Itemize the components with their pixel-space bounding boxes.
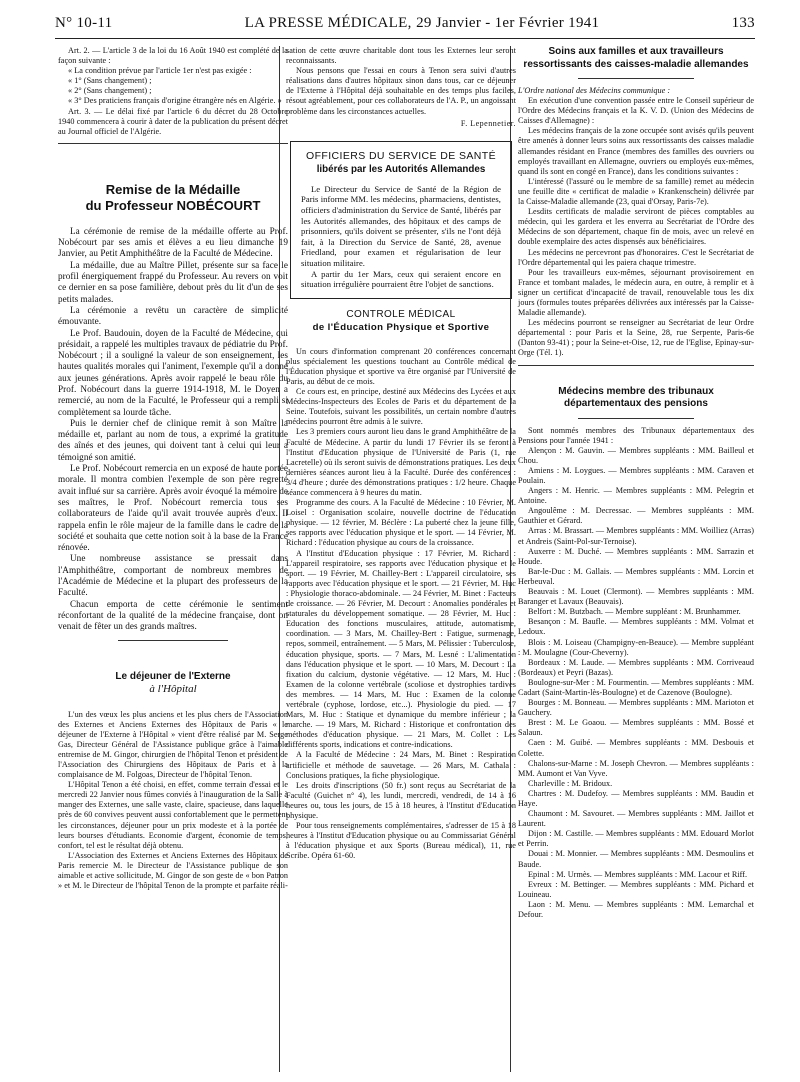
list-item: Bar-le-Duc : M. Gallais. — Membres suppléants : MM. Lorcin et Herbeuval. xyxy=(518,566,754,586)
paragraph: « 1° (Sans changement) ; xyxy=(68,76,152,86)
paragraph: Programme des cours. A la Faculté de Médecine : 10 Février, M. Loisel : Organisation scolaire, nouvelle doctrine de l'éducation physique. — 12 février, M. Béclère : La puberté chez la jeune fille, ses rapports avec l'éducation physique et le sport. — 14 Février, M. Richard : l'éducation physique au cours de la croissance. xyxy=(286,498,516,548)
list-item: Arras : M. Brassart. — Membres suppléants : MM. Woilliez (Arras) et Andreis (Saint-Pol-sur-Ternoise). xyxy=(518,526,754,546)
paragraph: Le Prof. Nobécourt remercia en un exposé de haute portée morale. Il montra combien l'exemple de son père regretté avait influé sur sa carrière. Après avoir évoqué la mémoire de ses maîtres, le Prof. Nobécourt remercia tous ses collaborateurs de l'aide qu'il avait trouvée auprès d'eux. Il rappela enfin le rôle majeur de la famille dans le cadre de la société et souhaita que cette notion soit à la base de la France rénovée. xyxy=(58,463,288,553)
paragraph: En exécution d'une convention passée entre le Conseil supérieur de l'Ordre des Médecins français et la K. V. D. (Union des Médecins de Caisses d'Allemagne) : xyxy=(518,96,754,126)
list-item: Auxerre : M. Duché. — Membres suppléants : MM. Sarrazin et Houde. xyxy=(518,546,754,566)
list-item: Angoulême : M. Decressac. — Membres suppléants : MM. Gauthier et Gérard. xyxy=(518,506,754,526)
medal-heading: Remise de la Médaille du Professeur NOBÉCOURT xyxy=(85,181,261,213)
column-1 xyxy=(58,46,288,891)
author-signature: F. Lepennetier. xyxy=(460,118,516,128)
paragraph: L'un des vœux les plus anciens et les plus chers de l'Association des Externes et Anciens Externes des Hôpitaux de Paris « le déjeuner de l'Externe à l'Hôpital » vient d'être réalisé par M. Serge Gas, Directeur Général de l'Assistance publique grâce à l'aimable entremise de M. Gingor, chirurgien de l'hôpital Tenon et président de l'Association des Chirurgiens des Hôpitaux de Paris et à la complaisance de M. Folgoas, Directeur de l'hôpital Tenon. xyxy=(58,709,288,780)
paragraph: Le Prof. Baudouin, doyen de la Faculté de Médecine, qui présidait, a rappelé les multiples travaux de pédiatrie du Prof. Nobécourt ; il a souligné la valeur de son enseignement, les hautes qualités morales qui l'animent, l'exemple qu'il a donné aux jeunes générations. Après avoir rappelé le beau rôle du Prof. Nobécourt dans la guerre 1914-1918, M. le Doyen a remercié, au nom de la Faculté, le Professeur qui a rempli si complètement sa lourde tâche. xyxy=(58,327,288,417)
dejeuner-article xyxy=(58,710,288,892)
paragraph: « 3° Des praticiens français d'origine étrangère nés en Algérie. » xyxy=(68,96,282,106)
divider xyxy=(518,365,754,366)
controle-article xyxy=(286,347,516,862)
list-item: Besançon : M. Baufle. — Membres suppléants : MM. Volmat et Ledoux. xyxy=(518,617,754,637)
paragraph: Lesdits certificats de maladie serviront de pièces comptables au médecin, qui les gardera et les enverra au Secrétariat de l'Ordre des Médecins de son département, chaque fin de mois, avec un relevé en double exemplaire des actes dispensés aux bénéficiaires. xyxy=(518,207,754,247)
medal-article xyxy=(58,226,288,633)
paragraph: Art. 2. — L'article 3 de la loi du 16 Août 1940 est complété de la façon suivante : xyxy=(58,46,288,66)
paragraph: L'Hôpital Tenon a été choisi, en effet, comme terrain d'essai et le mercredi 22 Janvier nous fûmes conviés à l'inauguration de la Salle à manger des Externes, une salle vaste, claire, spacieuse, dans laquelle près de 60 convives peuvent aussi confortablement que le permettent les circonstances, déjeuner pour un prix modeste et à la portée de leurs bourses d'étudiants. Economie d'argent, économie de temps, confort, tel est le résultat déjà obtenu. xyxy=(58,780,288,850)
list-item: Bordeaux : M. Laude. — Membres suppléants : MM. Corriveaud (Bordeaux) et Peyri (Bazas). xyxy=(518,657,754,677)
paragraph: Ce cours est, en principe, destiné aux Médecins des Lycées et aux Médecins-Inspecteurs des Ecoles de Paris et du département de la Seine. Toutefois, suivant les possibilités, un certain nombre d'autres médecins pourront être admis à le suivre. xyxy=(286,387,516,427)
column-3 xyxy=(518,46,754,920)
list-item: Laon : M. Menu. — Membres suppléants : MM. Lemarchal et Defour. xyxy=(518,899,754,920)
list-item: Caen : M. Guibé. — Membres suppléants : MM. Desbouis et Colette. xyxy=(518,738,754,758)
paragraph: Les médecins ne percevront pas d'honoraires. C'est le Secrétariat de l'Ordre départemental qui les paiera chaque trimestre. xyxy=(518,247,754,267)
paragraph: L'Association des Externes et Anciens Externes des Hôpitaux de Paris remercie M. le Directeur de l'Assistance publique de son aimable et active sollicitude, M. Gingor de son geste de « bon Patron » et M. le Directeur de l'hôpital Tenon de la prompte et parfaite réali- xyxy=(58,850,288,891)
officers-heading: OFFICIERS DU SERVICE DE SANTÉ libérés par les Autorités Allemandes xyxy=(306,149,496,175)
paragraph: Les médecins pourront se renseigner au Secrétariat de leur Ordre départemental : pour Paris et la Seine, 28, rue Serpente, Paris-6e (Danton 93-41) ; pour la Seine-et-Oise, 12, rue de l'Eglise, Epinay-sur-Orge (Tél. 1). xyxy=(518,318,754,358)
tribunaux-list xyxy=(518,426,754,921)
list-item: Chartres : M. Dudefoy. — Membres suppléants : MM. Baudin et Haye. xyxy=(518,788,754,808)
paragraph: A la Faculté de Médecine : 24 Mars, M. Binet : Respiration artificielle et méthode de sauvetage. — 26 Mars, M. Cathala : Conclusions pratiques, la fiche physiologique. xyxy=(286,750,516,780)
divider xyxy=(58,143,288,144)
paragraph: Les médecins français de la zone occupée sont avisés qu'ils peuvent être amenés à donner leurs soins aux ressortissants des caisses maladie allemandes résidant en France (membres des familles des ouvriers ou employés travaillant en Allemagne, ouvriers ou employés eux-mêmes, quand ils sont en congé en France), dans les conditions suivantes : xyxy=(518,126,754,176)
tribunaux-heading: Médecins membre des tribunaux départementaux des pensions xyxy=(558,385,714,410)
dejeuner-continued xyxy=(286,46,516,129)
list-item: Angers : M. Henric. — Membres suppléants : MM. Pelegrin et Antoine. xyxy=(518,486,754,506)
list-item: Alençon : M. Gauvin. — Membres suppléants : MM. Bailleul et Chou. xyxy=(518,445,754,465)
journal-name: LA PRESSE MÉDICALE, xyxy=(244,15,412,31)
dejeuner-heading: Le déjeuner de l'Externe à l'Hôpital xyxy=(115,670,231,696)
paragraph: A partir du 1er Mars, ceux qui seraient encore en situation irrégulière pourraient être l'objet de sanctions. xyxy=(301,268,501,290)
list-item: Brest : M. Le Goaou. — Membres suppléants : MM. Bossé et Salaun. xyxy=(518,718,754,738)
list-item: Douai : M. Monnier. — Membres suppléants : MM. Desmoulins et Baude. xyxy=(518,849,754,869)
paragraph: Une nombreuse assistance se pressait dans l'Amphithéâtre, comportant de nombreux membres de l'Académie de Médecine et la plupart des professeurs de la Faculté. xyxy=(58,553,288,598)
paragraph: Les 3 premiers cours auront lieu dans le grand Amphithéâtre de la Faculté de Médecine. A partir du lundi 17 Février ils se feront à l'Institut d'Education physique de l'Université de Paris (1, rue Lacretelle) où ils seront suivis de démonstrations pratiques. Les deux dernières séances auront lieu à la Faculté. Durée des conférences : 3/4 d'heure ; durée des démonstrations pratiques : 1/2 heure. Chaque séance commencera à 9 heures du matin. xyxy=(286,427,516,497)
issue-date: 29 Janvier - 1er Février 1941 xyxy=(416,15,600,31)
paragraph: La cérémonie a revêtu un caractère de simplicité émouvante. xyxy=(58,304,288,327)
paragraph: Chacun emporta de cette cérémonie le sentiment réconfortant de la qualité de la médecine française, dont on venait de fêter un des grands maîtres. xyxy=(58,598,288,632)
list-item: Evreux : M. Bettinger. — Membres suppléants : MM. Pichard et Louineau. xyxy=(518,879,754,899)
list-item: Chalons-sur-Marne : M. Joseph Chevron. — Membres suppléants : MM. Aumont et Van Vyve. xyxy=(518,758,754,778)
list-item: Bourges : M. Bonneau. — Membres suppléants : MM. Marioton et Gauchery. xyxy=(518,698,754,718)
paragraph: Art. 3. — Le délai fixé par l'article 6 du décret du 28 Octobre 1940 commencera à courir à dater de la publication du présent décret au Journal officiel de l'Algérie. xyxy=(58,106,288,136)
paragraph: sation de cette œuvre charitable dont tous les Externes leur seront reconnaissants. xyxy=(286,46,516,66)
paragraph: L'Ordre national des Médecins communique : xyxy=(518,86,671,95)
paragraph: A l'Institut d'Education physique : 17 Février, M. Richard : L'appareil respiratoire, ses rapports avec l'éducation physique et le sport. — 19 Février, M. Chailley-Bert : L'appareil circulatoire, ses rapports avec l'éducation physique et le sport. — 21 Février, M. Huc : Physiologie thoraco-abdominale. — 24 Février, M. Binet : Facteurs de croissance. — 26 Février, M. Decourt : Anomalies pondérales et staturales du développement somatique. — 28 Février, M. Huc : Education des fonctions musculaires, attitude, automatisme, coordination. — 3 Mars, M. Chailley-Bert : Fatigue, surmenage, repos, sommeil, entraînement. — 5 Mars, M. Pélissier : Tuberculose, éducation physique, sports. — 7 Mars, M. Lesné : L'alimentation dans l'éducation physique et le sport. — 10 Mars, M. Decourt : La fixation du calcium, dystonie végétative. — 12 Mars, M. Huc : Examen de la colonne vertébrale (scoliose et dystrophies tardives des membres. — 14 Mars, M. Huc : Examen de la colonne vertébrale (cyphose, lordose, etc...). Physiologie du pied. — 17 Mars, M. Huc : Statique et dynamique du membre inférieur ; la marche. — 19 Mars, M. Richard : Historique et confrontation des méthodes d'éducation physique. — 21 Mars, M. Collet : Les différents sports, indications et contre-indications. xyxy=(286,548,516,750)
divider xyxy=(578,418,694,419)
issue-number: N° 10-11 xyxy=(55,15,113,31)
masthead xyxy=(55,14,755,39)
decree-text xyxy=(58,46,288,137)
list-item: Dijon : M. Castille. — Membres suppléants : MM. Edouard Morlot et Perrin. xyxy=(518,829,754,849)
controle-heading: CONTROLE MÉDICAL de l'Éducation Physique et Sportive xyxy=(312,308,490,334)
list-item: Beauvais : M. Louet (Clermont). — Membres suppléants : MM. Baranger et Lavaux (Beauvais). xyxy=(518,587,754,607)
soins-article xyxy=(518,86,754,359)
officers-notice-box xyxy=(290,141,512,299)
paragraph: Pour tous renseignements complémentaires, s'adresser de 15 à 18 heures à l'Institut d'Education physique ou au Commissariat Général à l'éducation physique et aux Sports (Bureau médical), 11, rue Scribe. Opéra 61-60. xyxy=(286,821,516,861)
list-item: Belfort : M. Butzbach. — Membre suppléant : M. Brunhammer. xyxy=(528,607,741,617)
paragraph: Un cours d'information comprenant 20 conférences concernant plus spécialement les questions touchant au Contrôle médical de l'Éducation physique et sportive va être organisé par l'Université de Paris, au début de ce mois. xyxy=(286,346,516,386)
paragraph: Pour les travailleurs eux-mêmes, séjournant provisoirement en France et tombant malades, le médecin aura, en outre, à remplir et à signer un certificat d'incapacité de travail, renouvelable tous les dix jours (formules toutes préparées délivrées aux intéressés par la Caisse-Maladie allemande). xyxy=(518,267,754,318)
paragraph: « La condition prévue par l'article 1er n'est pas exigée : xyxy=(68,66,252,76)
paragraph: La cérémonie de remise de la médaille offerte au Prof. Nobécourt par ses amis et élèves a eu lieu dimanche 19 Janvier, au Petit Amphithéâtre de la Faculté de Médecine. xyxy=(58,225,288,259)
column-2 xyxy=(286,46,516,861)
paragraph: L'intéressé (l'assuré ou le membre de sa famille) remet au médecin une feuille dite « certificat de maladie » Krankenschein) délivrée par la Caisse-Maladie allemande (23, quai d'Orsay, Paris-7e). xyxy=(518,176,754,207)
page-number: 133 xyxy=(731,15,755,31)
paragraph: Nous pensons que l'essai en cours à Tenon sera suivi d'autres réalisations dans d'autres hôpitaux sinon dans tous, car ce déjeuner de l'Externe à l'Hôpital déjà souhaitable en des temps plus faciles, résout agréablement, pour ces collaborateurs de l'A. P., un angoissant problème dans les circonstances actuelles. xyxy=(286,66,516,116)
list-item: Sont nommés membres des Tribunaux départementaux des Pensions pour l'année 1941 : xyxy=(518,425,754,445)
list-item: Amiens : M. Loygues. — Membres suppléants : MM. Caraven et Poulain. xyxy=(518,465,754,485)
list-item: Chaumont : M. Savouret. — Membres suppléants : MM. Jaillot et Laurent. xyxy=(518,809,754,829)
paragraph: La médaille, due au Maître Pillet, présente sur sa face le profil énergiquement frappé du Professeur. Au revers on voit ce dernier en sa pose familière, debout près du lit d'un de ses petits malades. xyxy=(58,259,288,304)
paragraph: Le Directeur du Service de Santé de la Région de Paris informe MM. les médecins, pharmaciens, dentistes, officiers d'administration du Service de Santé, libérés par les Autorités allemandes, des hôpitaux et des camps de prisonniers, qu'ils doivent se présenter, s'ils ne l'ont déjà fait, à la Direction du Service de Santé, 28, avenue Friedland, pour examen et régularisation de leur situation militaire. xyxy=(301,183,501,268)
divider xyxy=(578,78,694,79)
paragraph: Puis le dernier chef de clinique remit à son Maître la médaille et, parlant au nom de tous, a exprimé la gratitude des aînés et des jeunes, qui doivent tant à celui qui leur a témoigné son amitié. xyxy=(58,417,288,462)
paragraph: Les droits d'inscriptions (50 fr.) sont reçus au Secrétariat de la Faculté (Guichet n° 4), les lundi, mercredi, vendredi, de 14 à 16 heures ou, tous les jours, de 15 à 18 heures, à l'Institut d'Education physique. xyxy=(286,780,516,820)
soins-heading: Soins aux familles et aux travailleurs ressortissants des caisses-maladie allemandes xyxy=(523,46,749,70)
list-item: Boulogne-sur-Mer : M. Fourmentin. — Membres suppléants : MM. Cadart (Saint-Martin-lès-Boulogne) et de Cazenove (Boulogne). xyxy=(518,677,754,697)
list-item: Charleville : M. Bridoux. xyxy=(528,778,613,788)
list-item: Blois : M. Loiseau (Champigny-en-Beauce). — Membre suppléant : M. Moulagne (Cour-Cheverny). xyxy=(518,637,754,657)
paragraph: « 2° (Sans changement) ; xyxy=(68,86,152,96)
list-item: Epinal : M. Urmès. — Membres suppléants : MM. Lacour et Riff. xyxy=(528,869,748,879)
divider xyxy=(118,640,228,641)
